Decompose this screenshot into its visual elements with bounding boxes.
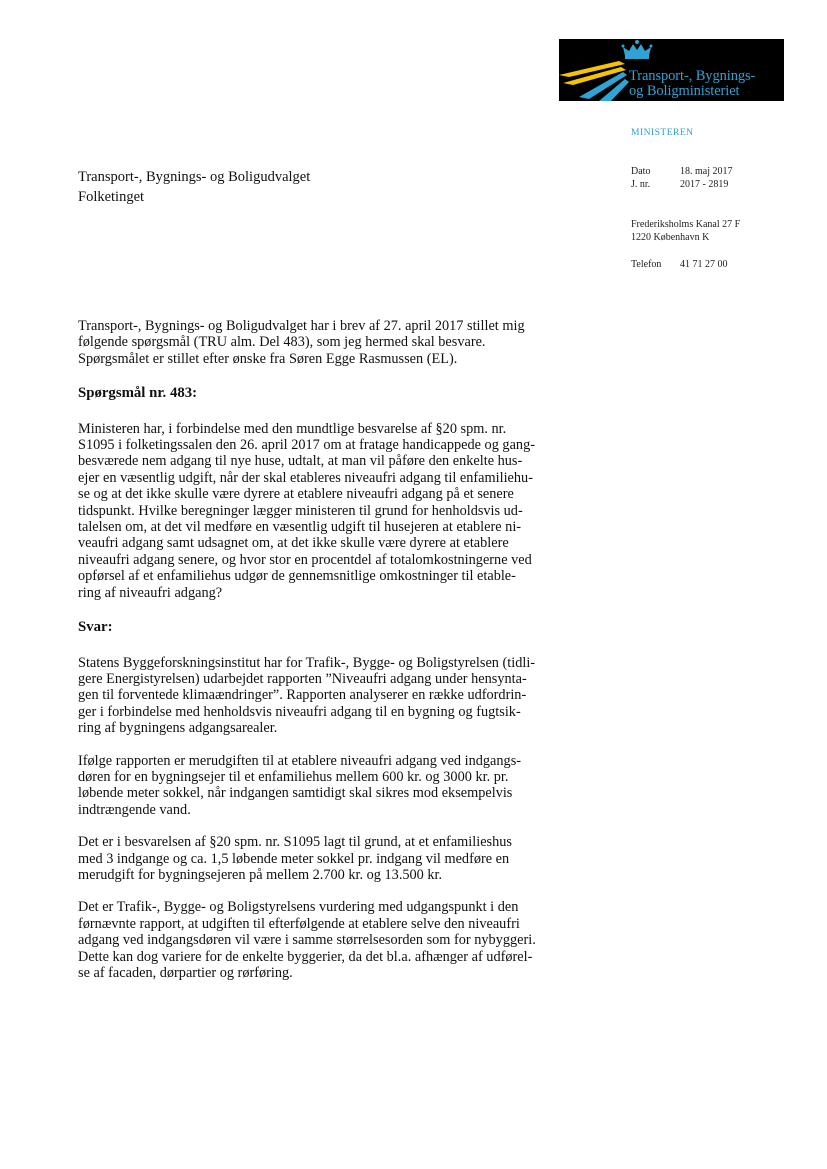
jnr-value: 2017 - 2819 <box>680 179 729 190</box>
address-block <box>631 218 740 244</box>
text-line: Det er i besvarelsen af §20 spm. nr. S1095 lagt til grund, at et enfamilieshus <box>78 834 512 851</box>
text-line: gere Energistyrelsen) udarbejdet rapporten ”Niveaufri adgang under hensynta- <box>78 670 527 687</box>
text-line: med 3 indgange og ca. 1,5 løbende meter sokkel pr. indgang vil medføre en <box>78 850 510 867</box>
date-row <box>631 165 733 178</box>
text-line: besværede nem adgang til nye huse, udtalt, at man vil påføre den enkelte hus- <box>78 453 523 470</box>
recipient-block <box>78 167 310 207</box>
jnr-label: J. nr. <box>631 179 651 190</box>
text-line: S1095 i folketingssalen den 26. april 2017 om at fratage handicappede og gang- <box>78 437 535 454</box>
text-line: tidspunkt. Hvilke beregninger lægger ministeren til grund for henholdsvis ud- <box>78 502 523 519</box>
answer-paragraph-2 <box>78 753 598 819</box>
text-line: talelsen om, at det vil medføre en væsentlig udgift til husejeren at etablere ni- <box>78 519 522 536</box>
text-line: Ministeren har, i forbindelse med den mundtlige besvarelse af §20 spm. nr. <box>78 420 507 437</box>
date-value: 18. maj 2017 <box>680 166 733 177</box>
text-line: se af facaden, dørpartier og rørføring. <box>78 965 293 981</box>
text-line: indtrængende vand. <box>78 801 191 818</box>
answer-paragraph-1 <box>78 655 598 737</box>
text-line: merudgift for bygningsejeren på mellem 2.700 kr. og 13.500 kr. <box>78 866 443 883</box>
answer-paragraph-4 <box>78 899 598 981</box>
address-line2: 1220 København K <box>631 232 710 243</box>
recipient-line1: Transport-, Bygnings- og Boligudvalget <box>78 169 311 185</box>
phone-block <box>631 258 728 271</box>
sidebar-section-label: MINISTEREN <box>631 128 694 138</box>
phone-row <box>631 258 728 271</box>
text-line: følgende spørgsmål (TRU alm. Del 483), som jeg hermed skal besvare. <box>78 334 486 351</box>
logo-line2: og Boligministeriet <box>629 83 740 99</box>
text-line: Det er Trafik-, Bygge- og Boligstyrelsens vurdering med udgangspunkt i den <box>78 899 519 916</box>
text-line: Statens Byggeforskningsinstitut har for Trafik-, Bygge- og Boligstyrelsen (tidli- <box>78 654 536 671</box>
ministry-logo <box>559 39 784 101</box>
question-heading: Spørgsmål nr. 483: <box>78 385 198 402</box>
intro-paragraph <box>78 318 598 367</box>
jnr-row <box>631 178 733 191</box>
text-line: niveaufri adgang senere, og hvor stor en procentdel af totalomkostningerne ved <box>78 551 532 568</box>
text-line: løbende meter sokkel, når indgangen samtidigt skal sikres mod eksempelvis <box>78 785 513 802</box>
text-line: ejer en væsentlig udgift, når der skal etableres niveaufri adgang til enfamiliehu- <box>78 469 533 486</box>
phone-label: Telefon <box>631 259 662 270</box>
text-line: adgang ved indgangsdøren vil være i samme størrelsesorden som for nybyggeri. <box>78 932 536 949</box>
letter-body <box>78 318 598 981</box>
answer-heading: Svar: <box>78 619 113 636</box>
recipient-line2: Folketinget <box>78 189 145 205</box>
text-line: førnævnte rapport, at udgiften til efterfølgende at etablere selve den niveaufri <box>78 915 520 932</box>
text-line: opførsel af et enfamiliehus udgør de gennemsnitlige omkostninger til etable- <box>78 568 516 585</box>
phone-value: 41 71 27 00 <box>680 259 728 270</box>
text-line: ger i forbindelse med henholdsvis niveaufri adgang til en bygning og fugtsik- <box>78 703 521 720</box>
text-line: Transport-, Bygnings- og Boligudvalget har i brev af 27. april 2017 stillet mig <box>78 318 525 334</box>
text-line: Dette kan dog variere for de enkelte byggerier, da det bl.a. afhænger af udførel- <box>78 948 533 965</box>
text-line: gen til forventede klimaændringer”. Rapporten analyserer en række udfordrin- <box>78 687 527 704</box>
text-line: døren for en bygningsejer til et enfamiliehus mellem 600 kr. og 3000 kr. pr. <box>78 768 509 785</box>
text-line: Spørgsmålet er stillet efter ønske fra Søren Egge Rasmussen (EL). <box>78 350 458 367</box>
text-line: Ifølge rapporten er merudgiften til at etablere niveaufri adgang ved indgangs- <box>78 752 522 769</box>
answer-paragraph-3 <box>78 834 598 883</box>
meta-block <box>631 165 733 191</box>
date-label: Dato <box>631 166 651 177</box>
text-line: veaufri adgang samt udsagnet om, at det ikke skulle være dyrere at etablere <box>78 535 509 552</box>
address-line1: Frederiksholms Kanal 27 F <box>631 219 741 230</box>
logo-line1: Transport-, Bygnings- <box>629 68 756 84</box>
question-paragraph <box>78 421 598 601</box>
text-line: ring af bygningens adgangsarealer. <box>78 720 278 737</box>
text-line: ring af niveaufri adgang? <box>78 584 223 601</box>
text-line: se og at det ikke skulle være dyrere at etablere niveaufri adgang på et senere <box>78 486 514 503</box>
